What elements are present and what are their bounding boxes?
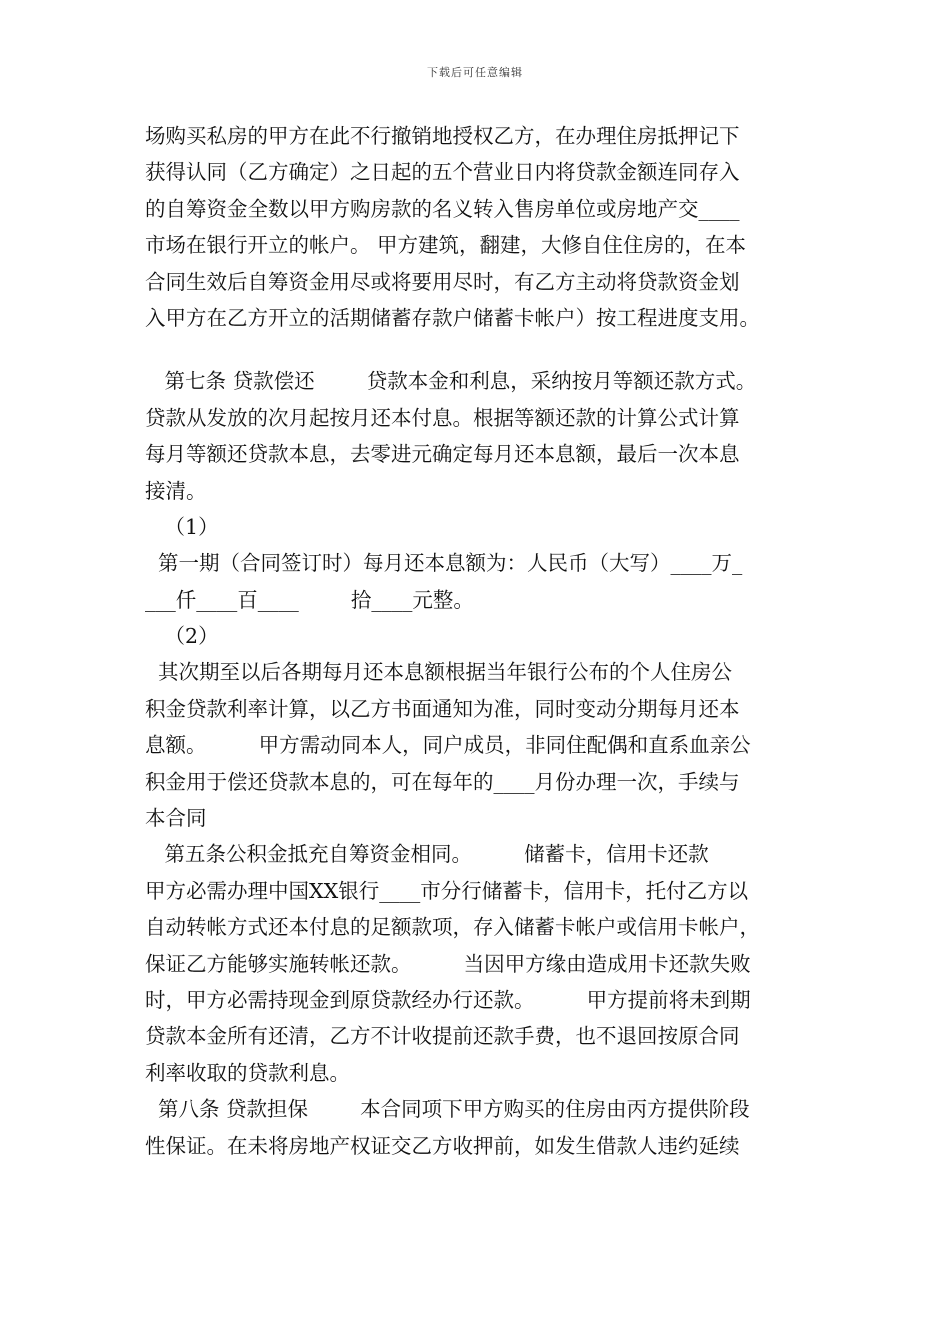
text-line: 入甲方在乙方开立的活期储蓄存款户储蓄卡帐户）按工程进度支用。 — [145, 305, 760, 330]
text-line: 自动转帐方式还本付息的足额款项，存入储蓄卡帐户或信用卡帐户， — [145, 915, 760, 940]
text-line: 市场在银行开立的帐户。 甲方建筑，翻建，大修自住住房的，在本 — [145, 233, 747, 258]
article-5-heading-line: 第五条公积金抵充自筹资金相同。 储蓄卡，信用卡还款 — [145, 842, 709, 867]
text-line: 接清。 — [145, 478, 207, 503]
text-line: 积金用于偿还贷款本息的，可在每年的____月份办理一次，手续与 — [145, 769, 740, 794]
item-number-1: （1） — [145, 514, 219, 539]
text-line: 合同生效后自筹资金用尽或将要用尽时，有乙方主动将贷款资金划 — [145, 269, 740, 294]
text-line: 场购买私房的甲方在此不行撤销地授权乙方，在办理住房抵押记下 — [145, 124, 740, 148]
paragraph-gap — [145, 336, 825, 363]
text-line: 每月等额还贷款本息，去零进元确定每月还本息额，最后一次本息 — [145, 442, 740, 467]
document-body — [145, 118, 825, 1164]
text-line: 时，甲方必需持现金到原贷款经办行还款。 甲方提前将未到期 — [145, 987, 751, 1012]
text-line: ___仟____百____ 拾____元整。 — [145, 587, 474, 612]
text-line: 性保证。在未将房地产权证交乙方收押前，如发生借款人违约延续 — [145, 1133, 740, 1158]
text-line: 息额。 甲方需动同本人，同户成员，非同住配偶和直系血亲公 — [145, 733, 751, 758]
text-line: 第一期（合同签订时）每月还本息额为：人民币（大写）____万_ — [145, 551, 743, 576]
text-line: 保证乙方能够实施转帐还款。 当因甲方缘由造成用卡还款失败 — [145, 951, 751, 976]
article-8-heading-line: 第八条 贷款担保 本合同项下甲方购买的住房由丙方提供阶段 — [145, 1097, 750, 1122]
item-number-2: （2） — [145, 624, 219, 649]
text-line: 贷款从发放的次月起按月还本付息。根据等额还款的计算公式计算 — [145, 405, 740, 430]
text-line: 的自筹资金全数以甲方购房款的名义转入售房单位或房地产交____ — [145, 196, 740, 221]
text-line: 利率收取的贷款利息。 — [145, 1060, 350, 1085]
text-line: 获得认同（乙方确定）之日起的五个营业日内将贷款金额连同存入 — [145, 160, 740, 185]
text-line: 本合同 — [145, 806, 207, 831]
text-line: 甲方必需办理中国XX银行____市分行储蓄卡，信用卡，托付乙方以 — [145, 878, 749, 903]
text-line: 贷款本金所有还清，乙方不计收提前还款手费，也不退回按原合同 — [145, 1024, 740, 1049]
header-note: 下载后可任意编辑 — [427, 66, 523, 79]
article-7-heading-line: 第七条 贷款偿还 贷款本金和利息，采纳按月等额还款方式。 — [145, 369, 757, 394]
text-line: 积金贷款利率计算，以乙方书面通知为准，同时变动分期每月还本 — [145, 696, 740, 721]
text-line: 其次期至以后各期每月还本息额根据当年银行公布的个人住房公 — [145, 660, 733, 685]
